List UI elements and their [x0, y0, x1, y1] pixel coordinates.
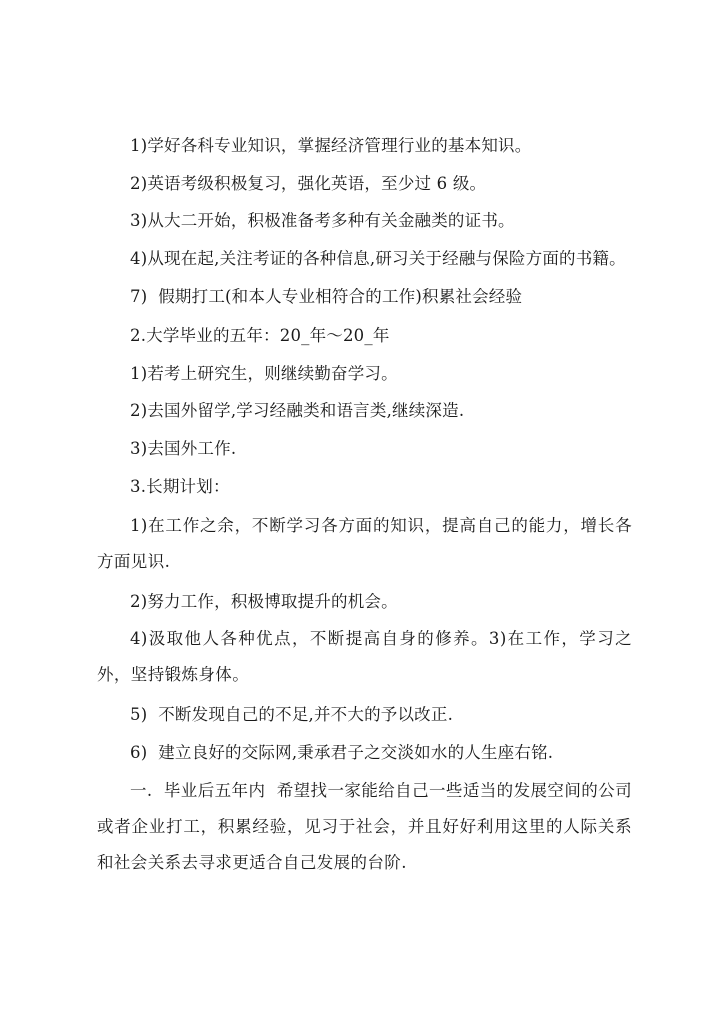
plan-item-exam-info: 4)从现在起,关注考证的各种信息,研习关于经融与保险方面的书籍。: [130, 249, 626, 268]
plan-item-english: 2)英语考级积极复习，强化英语，至少过 6 级。: [130, 174, 487, 193]
section-heading-five-years: 2.大学毕业的五年：20_年～20_年: [130, 326, 390, 345]
plan-item-part-time-work: 7) 假期打工(和本人专业相符合的工作)积累社会经验: [130, 287, 523, 306]
long-term-item-social-network: 6) 建立良好的交际网,秉承君子之交淡如水的人生座右铭.: [130, 743, 554, 762]
long-term-item-correct-shortcomings: 5) 不断发现自己的不足,并不大的予以改正.: [130, 705, 454, 724]
plan-item-study-abroad: 2)去国外留学,学习经融类和语言类,继续深造.: [130, 401, 465, 420]
section-heading-long-term: 3.长期计划：: [130, 477, 230, 496]
long-term-item-self-improvement: 4)汲取他人各种优点，不断提高自身的修养。3)在工作，学习之外，坚持锻炼身体。: [97, 629, 632, 684]
plan-item-graduate-study: 1)若考上研究生，则继续勤奋学习。: [130, 364, 398, 383]
long-term-item-work-hard: 2)努力工作，积极博取提升的机会。: [130, 592, 398, 611]
plan-item-certificates: 3)从大二开始，积极准备考多种有关金融类的证书。: [130, 211, 515, 230]
plan-item-study-knowledge: 1)学好各科专业知识，掌握经济管理行业的基本知识。: [130, 136, 532, 155]
long-term-item-keep-learning: 1)在工作之余，不断学习各方面的知识，提高自己的能力，增长各方面见识.: [97, 516, 632, 571]
plan-item-work-abroad: 3)去国外工作.: [130, 439, 237, 458]
closing-paragraph: 一. 毕业后五年内 希望找一家能给自己一些适当的发展空间的公司或者企业打工，积累经验，见习于社会，并且好好利用这里的人际关系和社会关系去寻求更适合自己发展的台阶.: [97, 781, 632, 872]
